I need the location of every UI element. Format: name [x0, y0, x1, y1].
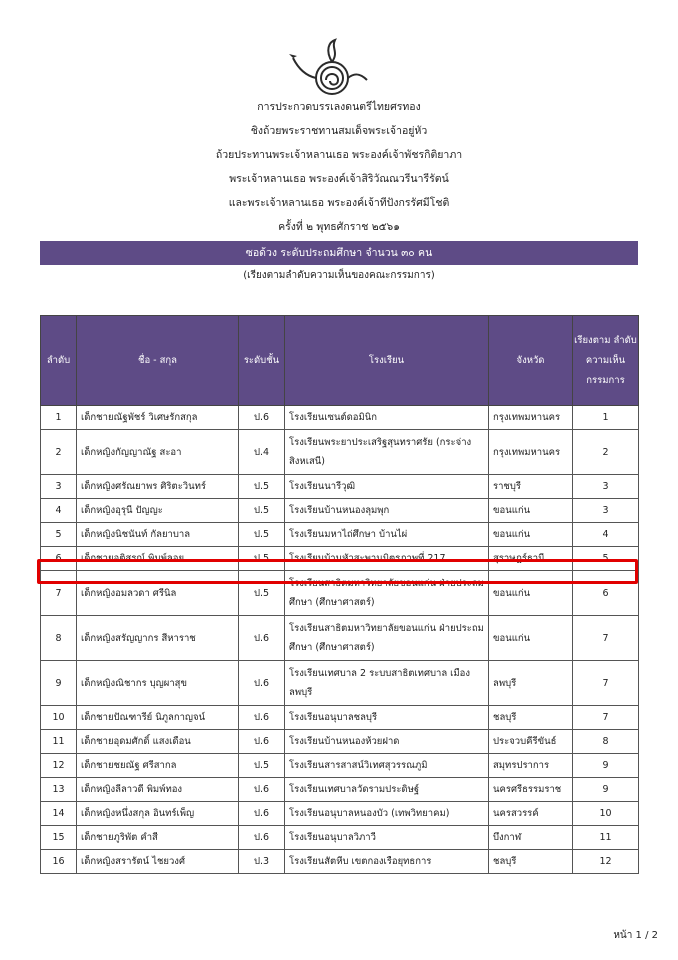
cell-no: 1 — [41, 406, 77, 430]
cell-school: โรงเรียนสารสาสน์วิเทศสุวรรณภูมิ — [285, 754, 489, 778]
cell-rank: 3 — [573, 475, 639, 499]
cell-name: เด็กชายชยณัฐ ศรีสากล — [77, 754, 239, 778]
cell-rank: 7 — [573, 616, 639, 661]
cell-grade: ป.5 — [239, 571, 285, 616]
cell-province: กรุงเทพมหานคร — [489, 406, 573, 430]
cell-grade: ป.5 — [239, 754, 285, 778]
cell-no: 11 — [41, 730, 77, 754]
table-row — [41, 778, 639, 802]
results-table — [40, 315, 639, 874]
category-band: ซอด้วง ระดับประถมศึกษา จำนวน ๓๐ คน — [40, 241, 638, 265]
table-row — [41, 754, 639, 778]
cell-school: โรงเรียนเซนต์ดอมินิก — [285, 406, 489, 430]
header-line-1: การประกวดบรรเลงดนตรีไทยศรทอง — [257, 101, 421, 113]
cell-name: เด็กหญิงศรัณยาพร ศิริตะวินทร์ — [77, 475, 239, 499]
cell-name: เด็กชายภูริพัต คำสี — [77, 826, 239, 850]
cell-no: 2 — [41, 430, 77, 475]
header-name: ชื่อ - สกุล — [77, 316, 239, 406]
header-grade: ระดับชั้น — [239, 316, 285, 406]
cell-name: เด็กหญิงอมลวดา ศรีนิล — [77, 571, 239, 616]
cell-name: เด็กหญิงกัญญาณัฐ สะอา — [77, 430, 239, 475]
cell-no: 5 — [41, 523, 77, 547]
cell-school: โรงเรียนบ้านหนองลุมพุก — [285, 499, 489, 523]
cell-no: 13 — [41, 778, 77, 802]
cell-province: ราชบุรี — [489, 475, 573, 499]
cell-province: นครศรีธรรมราช — [489, 778, 573, 802]
table-row — [41, 802, 639, 826]
cell-name: เด็กชายอุดมศักดิ์ แสงเดือน — [77, 730, 239, 754]
cell-name: เด็กหญิงอุรุนี ปัญญะ — [77, 499, 239, 523]
table-row — [41, 499, 639, 523]
cell-rank: 5 — [573, 547, 639, 571]
cell-rank: 9 — [573, 778, 639, 802]
cell-grade: ป.6 — [239, 706, 285, 730]
cell-province: ขอนแก่น — [489, 499, 573, 523]
cell-school: โรงเรียนเทศบาล 2 ระบบสาธิตเทศบาล เมืองลพบุรี — [285, 661, 489, 706]
cell-no: 14 — [41, 802, 77, 826]
cell-grade: ป.4 — [239, 430, 285, 475]
cell-no: 16 — [41, 850, 77, 874]
cell-name: เด็กหญิงนิชนันท์ กัลยาบาล — [77, 523, 239, 547]
cell-rank: 2 — [573, 430, 639, 475]
cell-rank: 1 — [573, 406, 639, 430]
cell-province: ประจวบคีรีขันธ์ — [489, 730, 573, 754]
cell-province: ขอนแก่น — [489, 523, 573, 547]
cell-grade: ป.6 — [239, 661, 285, 706]
table-row — [41, 661, 639, 706]
cell-rank: 12 — [573, 850, 639, 874]
table-row — [41, 730, 639, 754]
cell-rank: 4 — [573, 523, 639, 547]
cell-name: เด็กหญิงณิชากร บุญผาสุข — [77, 661, 239, 706]
highlight-box — [37, 559, 638, 584]
cell-grade: ป.5 — [239, 499, 285, 523]
table-row — [41, 475, 639, 499]
table-header-row — [41, 316, 639, 406]
cell-rank: 7 — [573, 706, 639, 730]
cell-school: โรงเรียนเทศบาลวัดรามประดิษฐ์ — [285, 778, 489, 802]
cell-no: 6 — [41, 547, 77, 571]
cell-rank: 3 — [573, 499, 639, 523]
cell-no: 7 — [41, 571, 77, 616]
cell-school: โรงเรียนสัตหีบ เขตกองเรือยุทธการ — [285, 850, 489, 874]
cell-name: เด็กชายณัฐพัชร์ วิเศษรักสกุล — [77, 406, 239, 430]
cell-school: โรงเรียนสาธิตมหาวิทยาลัยขอนแก่น ฝ่ายประถมศึกษา (ศึกษาศาสตร์) — [285, 616, 489, 661]
table-row — [41, 523, 639, 547]
table-row — [41, 616, 639, 661]
cell-rank: 10 — [573, 802, 639, 826]
table-row — [41, 826, 639, 850]
cell-school: โรงเรียนอนุบาลชลบุรี — [285, 706, 489, 730]
cell-no: 3 — [41, 475, 77, 499]
cell-province: ชลบุรี — [489, 850, 573, 874]
cell-province: ชลบุรี — [489, 706, 573, 730]
cell-no: 12 — [41, 754, 77, 778]
cell-no: 8 — [41, 616, 77, 661]
cell-province: ลพบุรี — [489, 661, 573, 706]
cell-name: เด็กชายปัณฑารีย์ นิภูลกาญจน์ — [77, 706, 239, 730]
table-row — [41, 406, 639, 430]
cell-province: นครสวรรค์ — [489, 802, 573, 826]
cell-school: โรงเรียนนารีวุฒิ — [285, 475, 489, 499]
cell-school: โรงเรียนพระยาประเสริฐสุนทราศรัย (กระจ่าง สิงหเสนี) — [285, 430, 489, 475]
cell-rank: 7 — [573, 661, 639, 706]
page-number: หน้า 1 / 2 — [613, 930, 658, 941]
header-rank: เรียงตาม ลำดับ ความเห็น กรรมการ — [573, 316, 639, 406]
cell-grade: ป.3 — [239, 850, 285, 874]
cell-school: โรงเรียนบ้านหนองห้วยฝาด — [285, 730, 489, 754]
cell-rank: 11 — [573, 826, 639, 850]
cell-name: เด็กหญิงสรัญญากร สีหาราช — [77, 616, 239, 661]
table-row — [41, 430, 639, 475]
cell-name: เด็กหญิงลีลาวดี พิมพ์ทอง — [77, 778, 239, 802]
cell-no: 10 — [41, 706, 77, 730]
cell-grade: ป.5 — [239, 523, 285, 547]
cell-school: โรงเรียนบ้านหัวสะพานมิตรภาพที่ 217 — [285, 547, 489, 571]
header-line-5: และพระเจ้าหลานเธอ พระองค์เจ้าทีปังกรรัศมีโชติ — [228, 197, 450, 209]
header-line-3: ถ้วยประทานพระเจ้าหลานเธอ พระองค์เจ้าพัชรกิติยาภา — [215, 149, 463, 161]
cell-grade: ป.5 — [239, 475, 285, 499]
cell-rank: 8 — [573, 730, 639, 754]
cell-grade: ป.6 — [239, 826, 285, 850]
cell-province: ขอนแก่น — [489, 571, 573, 616]
cell-school: โรงเรียนสาธิตมหาวิทยาลัยขอนแก่น ฝ่ายประถมศึกษา (ศึกษาศาสตร์) — [285, 571, 489, 616]
cell-grade: ป.5 — [239, 547, 285, 571]
header-line-6: ครั้งที่ ๒ พุทธศักราช ๒๕๖๑ — [278, 221, 400, 233]
cell-province: ขอนแก่น — [489, 616, 573, 661]
cell-school: โรงเรียนอนุบาลวิภาวี — [285, 826, 489, 850]
header-no: ลำดับ — [41, 316, 77, 406]
cell-school: โรงเรียนอนุบาลหนองบัว (เทพวิทยาคม) — [285, 802, 489, 826]
cell-no: 9 — [41, 661, 77, 706]
cell-grade: ป.6 — [239, 730, 285, 754]
cell-no: 15 — [41, 826, 77, 850]
cell-province: สุราษฎร์ธานี — [489, 547, 573, 571]
table-row — [41, 706, 639, 730]
cell-rank: 6 — [573, 571, 639, 616]
header-province: จังหวัด — [489, 316, 573, 406]
cell-rank: 9 — [573, 754, 639, 778]
cell-school: โรงเรียนมหาไถ่ศึกษา บ้านไผ่ — [285, 523, 489, 547]
cell-name: เด็กหญิงหนึ่งสกุล อินทร์เพ็ญ — [77, 802, 239, 826]
cell-grade: ป.6 — [239, 802, 285, 826]
cell-name: เด็กหญิงสรารัตน์ ไชยวงศ์ — [77, 850, 239, 874]
header-line-4: พระเจ้าหลานเธอ พระองค์เจ้าสิริวัณณวรีนารีรัตน์ — [229, 173, 449, 185]
cell-no: 4 — [41, 499, 77, 523]
cell-grade: ป.6 — [239, 778, 285, 802]
table-row — [41, 850, 639, 874]
ranking-note: (เรียงตามลำดับความเห็นของคณะกรรมการ) — [243, 270, 435, 281]
cell-name: เด็กชายอติสรณ์ พิมพ์ลอย — [77, 547, 239, 571]
cell-province: กรุงเทพมหานคร — [489, 430, 573, 475]
cell-grade: ป.6 — [239, 406, 285, 430]
cell-province: บึงกาฬ — [489, 826, 573, 850]
cell-province: สมุทรปราการ — [489, 754, 573, 778]
header-school: โรงเรียน — [285, 316, 489, 406]
header-line-2: ชิงถ้วยพระราชทานสมเด็จพระเจ้าอยู่หัว — [250, 125, 428, 137]
cell-grade: ป.6 — [239, 616, 285, 661]
